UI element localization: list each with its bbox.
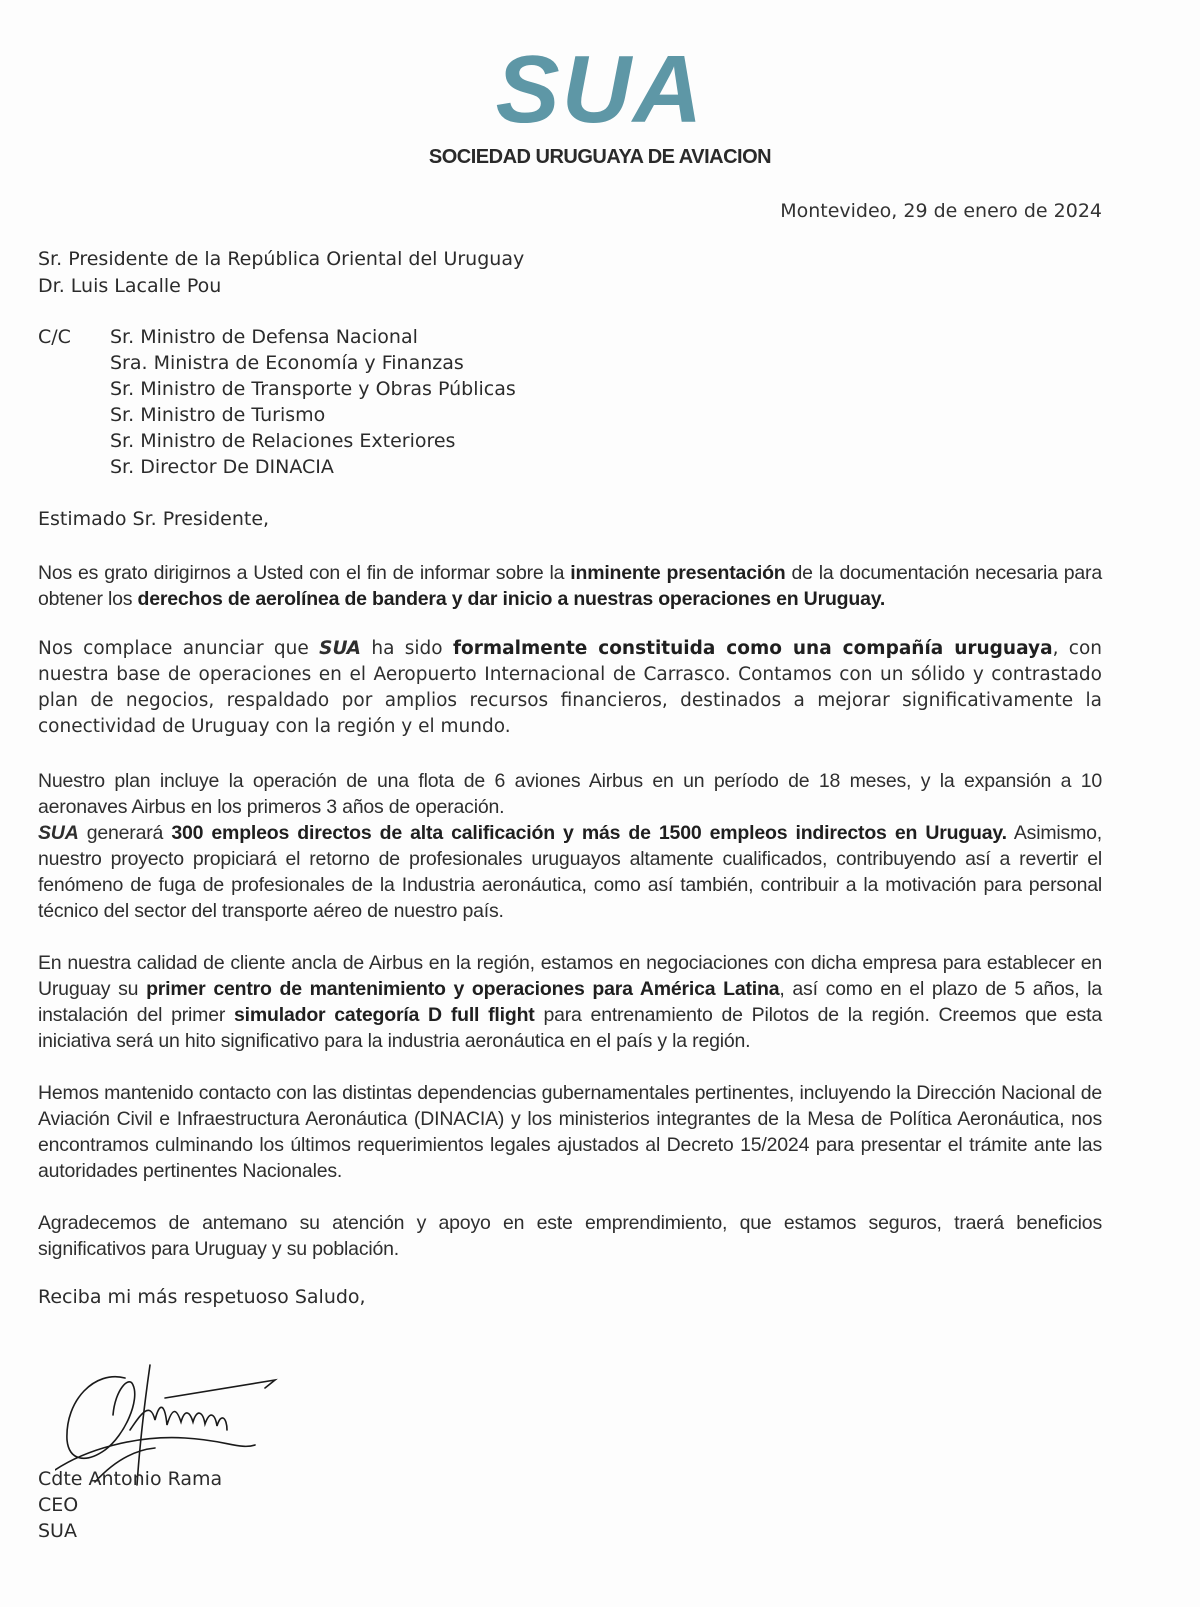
text: , así como en el plazo de 5 años, la instalación del primer — [38, 978, 1103, 1026]
recipient-name: Dr. Luis Lacalle Pou — [38, 275, 222, 297]
cc-item: Sr. Ministro de Turismo — [110, 404, 326, 426]
text: Asimismo, nuestro proyecto propiciará el retorno de profesionales uruguayos altamente cualificados, contribuyendo así a revertir el fenómeno de fuga de profesionales de la Industria aeronáutica, como así también, contribuir a la motivación para personal técnico del sector del transporte aéreo de nuestro país. — [38, 822, 1102, 922]
text: En nuestra calidad de cliente ancla de Airbus en la región, estamos en negociaciones con dicha empresa para establecer en Uruguay su — [38, 952, 1102, 1000]
company-name: SOCIEDAD URUGUAYA DE AVIACION — [428, 146, 772, 168]
signer-title: CEO — [38, 1494, 79, 1516]
company-logo: SUA — [495, 36, 705, 143]
paragraph-1 — [38, 560, 1102, 612]
text: generará — [78, 822, 172, 844]
closing: Reciba mi más respetuoso Saludo, — [38, 1286, 366, 1308]
bold-text: inminente presentación — [570, 562, 786, 584]
recipient-block — [38, 246, 524, 300]
cc-item: Sra. Ministra de Economía y Finanzas — [110, 352, 464, 374]
paragraph-3 — [38, 768, 1102, 924]
sua-inline: SUA — [319, 638, 361, 659]
bold-text: primer centro de mantenimiento y operaciones para América Latina — [146, 978, 780, 1000]
signer-block — [38, 1466, 222, 1544]
bold-text: 300 empleos directos de alta calificación y más de 1500 empleos indirectos en Uruguay. — [171, 822, 1007, 844]
signer-company: SUA — [38, 1520, 77, 1542]
cc-item: Sr. Ministro de Relaciones Exteriores — [110, 430, 456, 452]
text: , con nuestra base de operaciones en el Aeropuerto Internacional de Carrasco. Contamos con un sólido y contrastado plan de negocios, respaldado por amplios recursos financieros, destinados a mejorar significativamente la conectividad de Uruguay con la región y el mundo. — [38, 638, 1103, 737]
cc-label: C/C — [38, 326, 71, 348]
text: de la documentación necesaria para obtener los — [38, 562, 1102, 610]
bold-text: formalmente constituida como una compañía uruguaya — [452, 638, 1053, 659]
sua-inline: SUA — [38, 822, 79, 844]
text: Nos complace anunciar que — [38, 638, 320, 659]
text: Nuestro plan incluye la operación de una flota de 6 aviones Airbus en un período de 18 meses, y la expansión a 10 aeronaves Airbus en los primeros 3 años de operación. — [38, 770, 1102, 818]
signer-name: Cdte Antonio Rama — [38, 1468, 223, 1490]
greeting: Estimado Sr. Presidente, — [38, 508, 270, 530]
text: para entrenamiento de Pilotos de la región. Creemos que esta iniciativa será un hito significativo para la industria aeronáutica en el país y la región. — [38, 1004, 1102, 1052]
cc-block — [38, 324, 516, 480]
paragraph-6: Agradecemos de antemano su atención y apoyo en este emprendimiento, que estamos seguros, traerá beneficios significativos para Uruguay y su población. — [38, 1212, 1102, 1260]
cc-item: Sr. Ministro de Defensa Nacional — [110, 326, 418, 348]
cc-list — [110, 324, 516, 480]
paragraph-2 — [38, 636, 1102, 740]
text: Nos es grato dirigirnos a Usted con el fin de informar sobre la — [38, 562, 571, 584]
bold-text: derechos de aerolínea de bandera y dar inicio a nuestras operaciones en Uruguay. — [137, 588, 886, 610]
cc-item: Sr. Director De DINACIA — [110, 456, 334, 478]
bold-text: simulador categoría D full flight — [234, 1004, 535, 1026]
paragraph-5: Hemos mantenido contacto con las distintas dependencias gubernamentales pertinentes, incluyendo la Dirección Nacional de Aviación Civil e Infraestructura Aeronáutica (DINACIA) y los ministerios integrantes de la Mesa de Política Aeronáutica, nos encontramos culminando los últimos requerimientos legales ajustados al Decreto 15/2024 para presentar el trámite ante las autoridades pertinentes Nacionales. — [38, 1082, 1102, 1182]
recipient-line: Sr. Presidente de la República Oriental del Uruguay — [38, 248, 525, 270]
date-line: Montevideo, 29 de enero de 2024 — [780, 200, 1102, 222]
paragraph-4 — [38, 950, 1102, 1054]
text: ha sido — [360, 638, 453, 659]
cc-item: Sr. Ministro de Transporte y Obras Públicas — [110, 378, 516, 400]
